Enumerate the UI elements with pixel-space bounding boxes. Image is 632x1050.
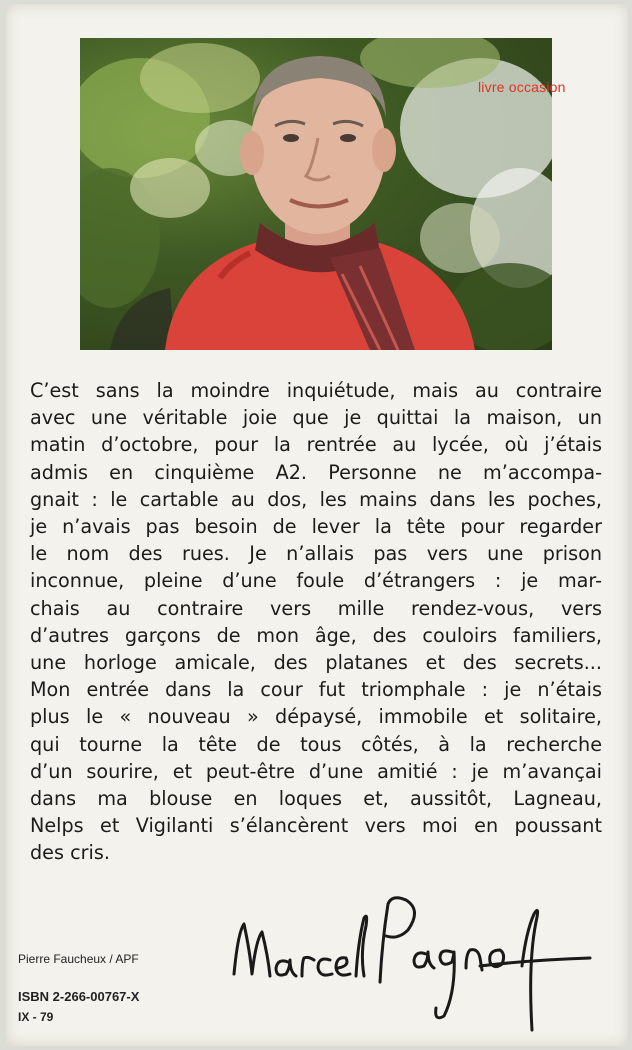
book-back-cover — [6, 4, 628, 1046]
blurb-line: plus le « nouveau » dépaysé, immobile et solitaire, — [30, 705, 602, 729]
watermark-text: livre occasion — [478, 79, 566, 95]
blurb-line: d’un sourire, et peut-être d’une amitié : je m’avançai — [30, 759, 602, 783]
blurb-line: chais au contraire vers mille rendez-vous, vers — [30, 596, 602, 620]
isbn-number: ISBN 2-266-00767-X — [18, 989, 140, 1004]
blurb-line: qui tourne la tête de tous côtés, à la recherche — [30, 732, 602, 756]
blurb-line: d’autres garçons de mon âge, des couloirs familiers, — [30, 623, 602, 647]
cover-credit: Pierre Faucheux / APF — [18, 952, 139, 966]
blurb-line: une horloge amicale, des platanes et des secrets... — [30, 651, 602, 675]
blurb-line: des cris. — [30, 841, 110, 865]
blurb-line: C’est sans la moindre inquiétude, mais au contraire — [30, 379, 602, 402]
blurb-paragraph — [30, 377, 602, 867]
blurb-line: dans ma blouse en loques et, aussitôt, Lagneau, — [30, 787, 602, 811]
blurb-line: matin d’octobre, pour la rentrée au lycée, où j’étais — [30, 433, 602, 457]
blurb-line: je n’avais pas besoin de lever la tête pour regarder — [30, 515, 602, 539]
blurb-line: le nom des rues. Je n’allais pas vers une prison — [30, 542, 602, 566]
blurb-line: avec une véritable joie que je quittai la maison, un — [30, 406, 602, 430]
blurb-line: Mon entrée dans la cour fut triomphale : je n’étais — [30, 678, 602, 702]
blurb-line: inconnue, pleine d’une foule d’étrangers : je mar- — [30, 569, 602, 593]
blurb-line: Nelps et Vigilanti s’élancèrent vers moi en poussant — [30, 814, 602, 838]
blurb-line: admis en cinquième A2. Personne ne m’accompa- — [30, 460, 602, 484]
edition-code: IX - 79 — [18, 1010, 54, 1024]
blurb-line: gnait : le cartable au dos, les mains dans les poches, — [30, 487, 602, 511]
author-signature — [230, 892, 598, 1034]
